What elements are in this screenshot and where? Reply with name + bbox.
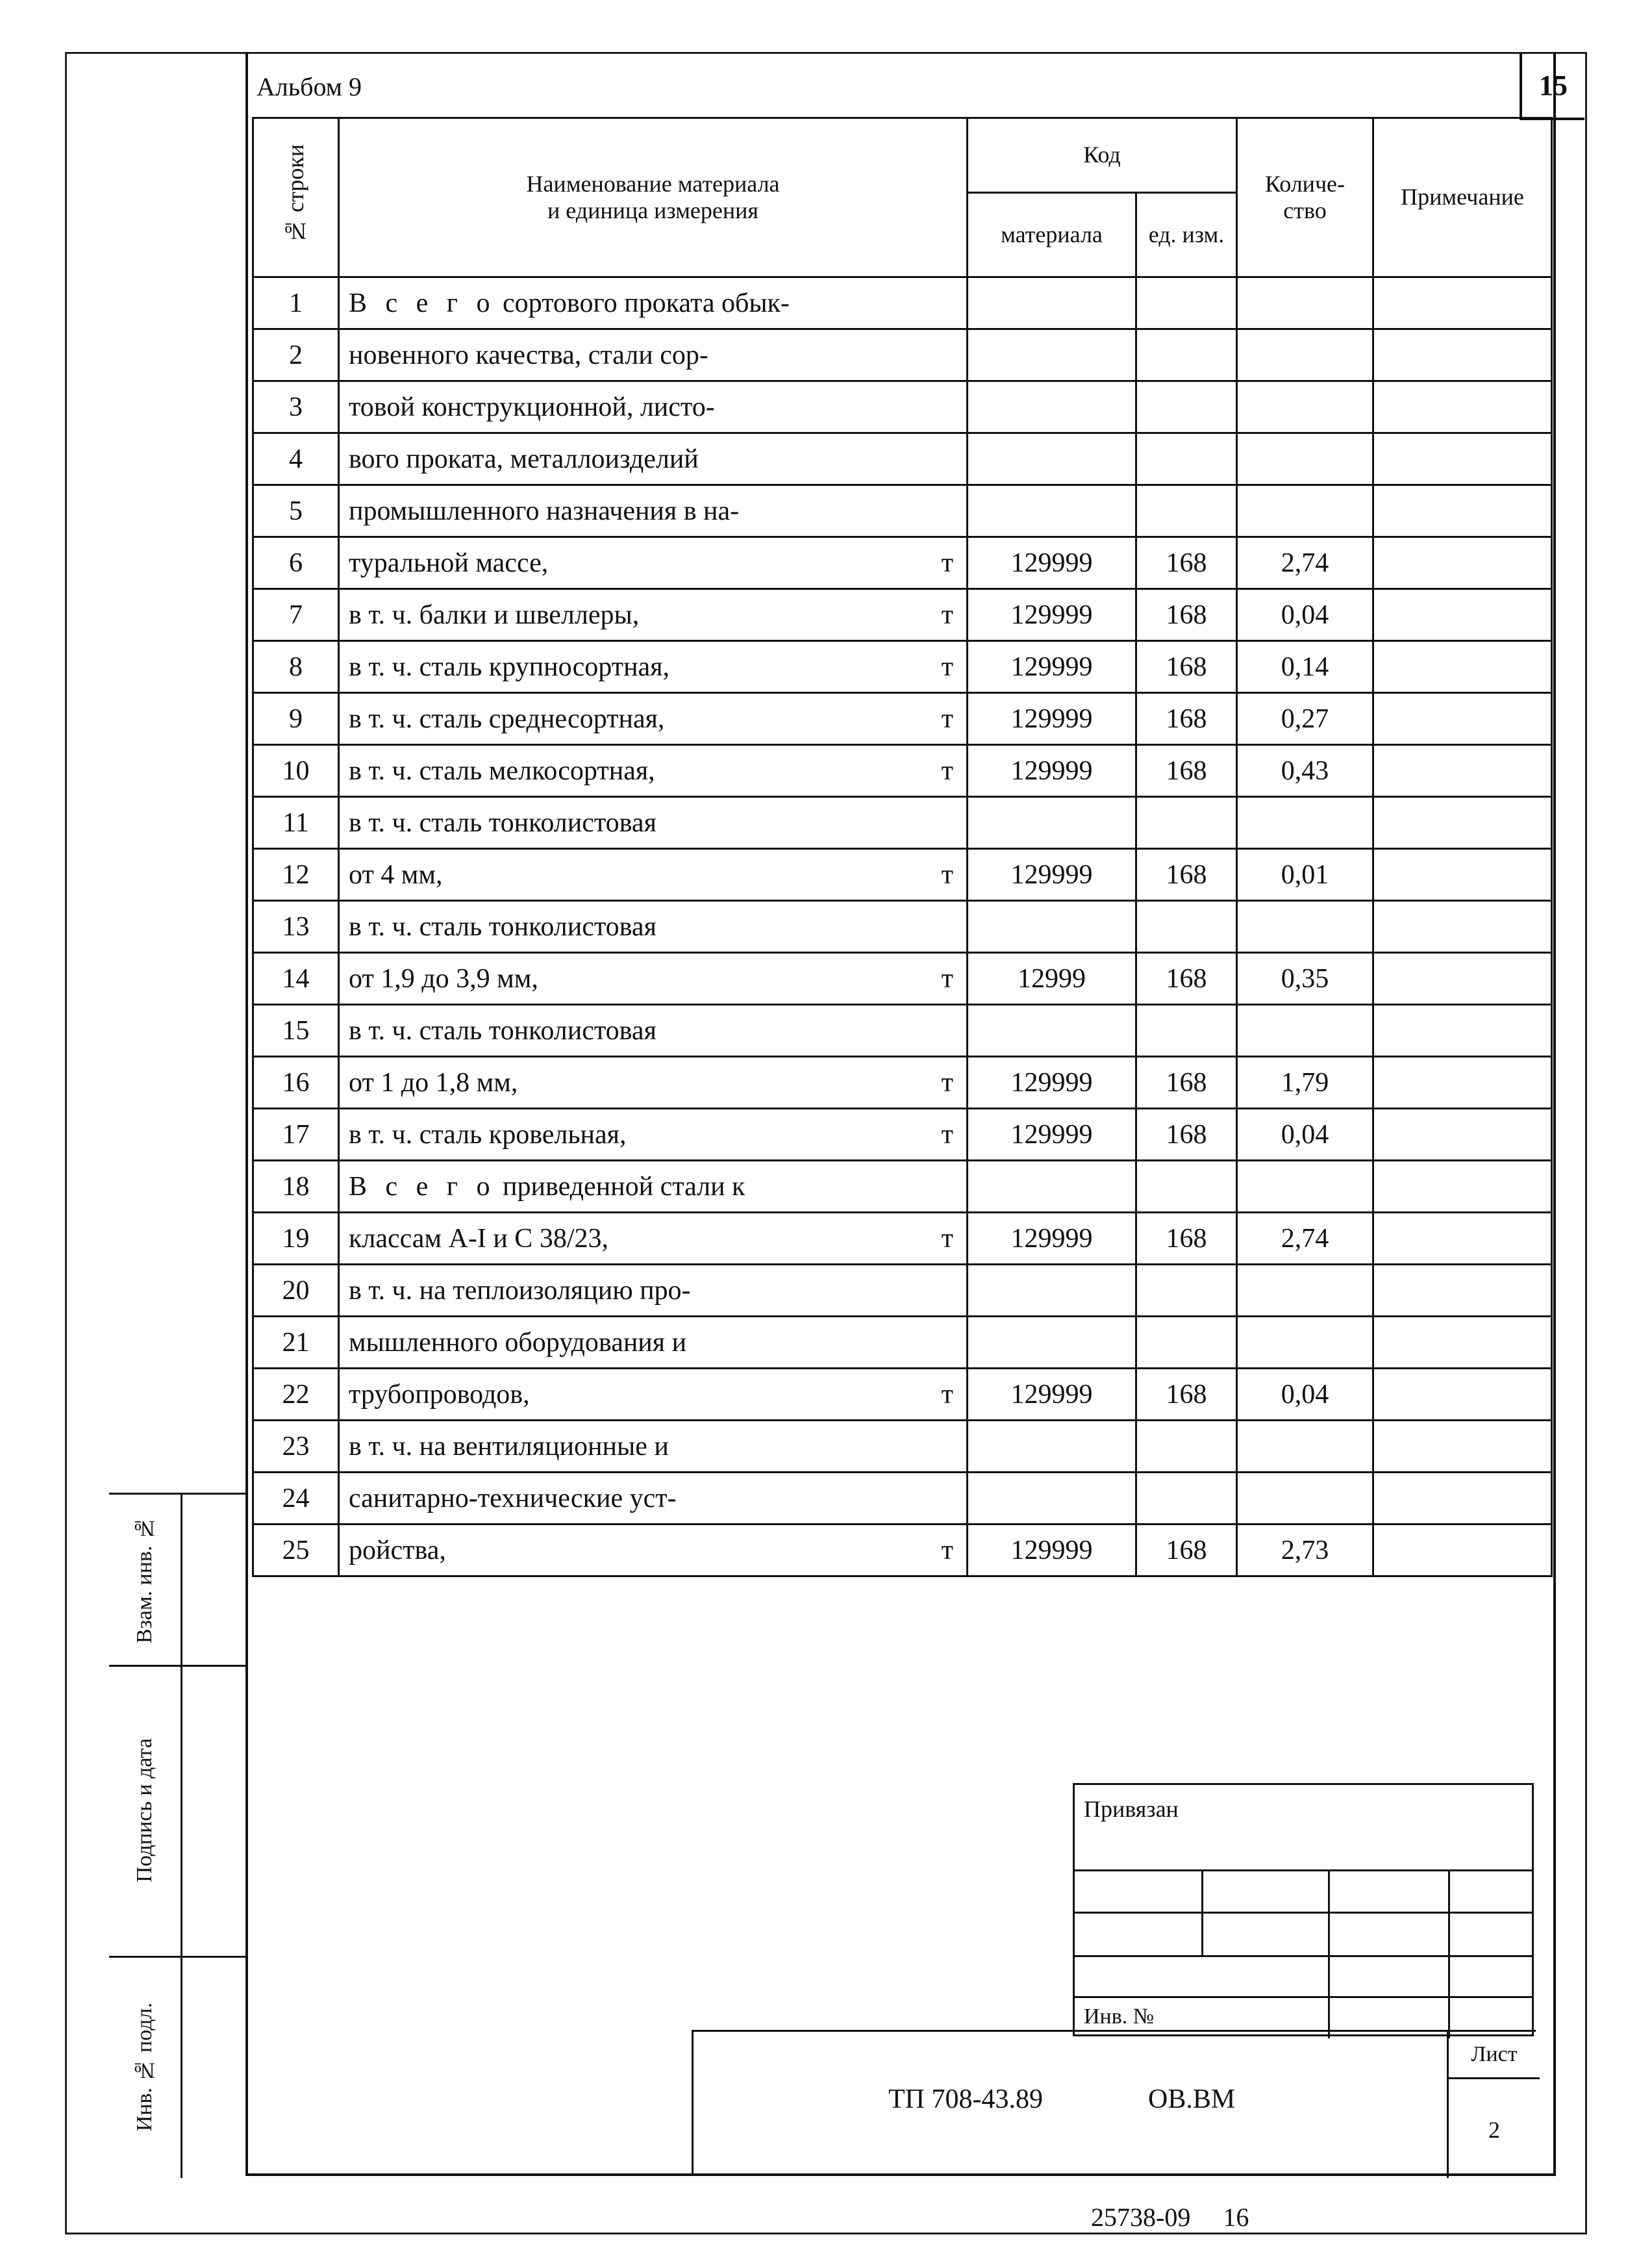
table-row	[253, 641, 1552, 693]
row-name-body: в т. ч. сталь кровельная,	[349, 1119, 627, 1150]
row-unit-code	[1136, 797, 1237, 849]
row-material-code	[968, 1161, 1136, 1213]
row-quantity	[1237, 1265, 1373, 1317]
row-note	[1373, 1057, 1552, 1109]
table-row	[253, 1161, 1552, 1213]
sheet-value: 2	[1488, 2116, 1500, 2143]
row-name-text	[349, 1431, 669, 1462]
row-name	[339, 381, 968, 433]
row-number: 6	[253, 537, 339, 589]
row-number: 16	[253, 1057, 339, 1109]
row-name-body: мышленного оборудования и	[349, 1327, 687, 1358]
table-row	[253, 1109, 1552, 1161]
row-name-text	[349, 1379, 530, 1410]
header-code-material: материала	[968, 193, 1136, 277]
row-name	[339, 849, 968, 901]
row-material-code: 129999	[968, 1109, 1136, 1161]
row-quantity	[1237, 797, 1373, 849]
row-name-body: в т. ч. сталь среднесортная,	[349, 703, 665, 734]
row-name-text	[349, 859, 442, 891]
row-note	[1373, 1525, 1552, 1576]
row-quantity	[1237, 1473, 1373, 1525]
row-note	[1373, 1473, 1552, 1525]
row-quantity: 1,79	[1237, 1057, 1373, 1109]
row-number: 3	[253, 381, 339, 433]
row-note	[1373, 693, 1552, 745]
row-material-code: 129999	[968, 1213, 1136, 1265]
row-material-code	[968, 485, 1136, 537]
row-number: 5	[253, 485, 339, 537]
row-number: 14	[253, 953, 339, 1005]
row-name-body: вого проката, металлоизделий	[349, 444, 699, 474]
row-name-text	[349, 1015, 657, 1046]
row-unit: т	[941, 1067, 953, 1098]
row-number: 9	[253, 693, 339, 745]
side-row-podpis	[109, 1665, 245, 1958]
table-row	[253, 1525, 1552, 1576]
row-quantity: 2,74	[1237, 537, 1373, 589]
row-name-text	[349, 1223, 608, 1254]
header-code-unit: ед. изм.	[1136, 193, 1237, 277]
row-material-code	[968, 381, 1136, 433]
header-name: Наименование материала и единица измерения	[339, 118, 968, 277]
row-unit-code	[1136, 1421, 1237, 1473]
row-note	[1373, 1369, 1552, 1421]
row-quantity: 0,43	[1237, 745, 1373, 797]
row-number: 19	[253, 1213, 339, 1265]
row-name-text	[349, 807, 657, 839]
row-name-body: промышленного назначения в на-	[349, 496, 740, 526]
row-material-code: 129999	[968, 537, 1136, 589]
privyazan-label: Привязан	[1084, 1796, 1179, 1822]
row-name-body: от 1,9 до 3,9 мм,	[349, 963, 538, 994]
row-name-body: в т. ч. сталь тонколистовая	[349, 807, 657, 838]
binding-stamp	[1073, 1783, 1534, 2036]
row-unit-code: 168	[1136, 1369, 1237, 1421]
sheet-label: Лист	[1449, 2032, 1540, 2079]
row-unit-code: 168	[1136, 953, 1237, 1005]
row-material-code	[968, 277, 1136, 329]
row-name-text	[349, 1067, 518, 1098]
row-number: 12	[253, 849, 339, 901]
row-name	[339, 1161, 968, 1213]
row-unit-code: 168	[1136, 1525, 1237, 1576]
row-unit: т	[941, 1119, 953, 1150]
table-row	[253, 693, 1552, 745]
row-note	[1373, 745, 1552, 797]
table-row	[253, 277, 1552, 329]
inv-no-label: Инв. №	[1084, 2005, 1155, 2029]
row-name-text	[349, 1535, 446, 1566]
table-row	[253, 1213, 1552, 1265]
row-name-text	[349, 1275, 691, 1306]
row-note	[1373, 485, 1552, 537]
row-name-body: в т. ч. сталь крупносортная,	[349, 652, 670, 682]
row-material-code	[968, 329, 1136, 381]
row-name-text	[349, 703, 664, 735]
header-note: Примечание	[1373, 118, 1552, 277]
row-quantity	[1237, 381, 1373, 433]
row-name-body: санитарно-технические уст-	[349, 1483, 677, 1513]
row-name-body: сортового проката обык-	[503, 288, 790, 318]
table-row	[253, 1265, 1552, 1317]
row-name-body: в т. ч. на вентиляционные и	[349, 1431, 669, 1461]
row-name-body: в т. ч. балки и швеллеры,	[349, 600, 640, 630]
row-name-text	[349, 652, 670, 683]
table-row	[253, 329, 1552, 381]
title-block	[692, 2030, 1536, 2176]
row-name	[339, 1317, 968, 1369]
row-name-text	[349, 963, 538, 994]
row-name-body: в т. ч. сталь тонколистовая	[349, 911, 657, 942]
row-quantity: 0,04	[1237, 589, 1373, 641]
doc-code: ТП 708-43.89	[888, 2084, 1043, 2114]
row-unit-code	[1136, 329, 1237, 381]
row-unit-code: 168	[1136, 589, 1237, 641]
row-name	[339, 537, 968, 589]
row-name	[339, 901, 968, 953]
row-quantity	[1237, 329, 1373, 381]
row-name	[339, 329, 968, 381]
row-material-code: 129999	[968, 849, 1136, 901]
header-quantity: Количе- ство	[1237, 118, 1373, 277]
row-note	[1373, 381, 1552, 433]
row-note	[1373, 641, 1552, 693]
table-row	[253, 485, 1552, 537]
row-unit-code	[1136, 1005, 1237, 1057]
row-name-body: ройства,	[349, 1535, 446, 1565]
row-name	[339, 797, 968, 849]
row-name-text	[349, 444, 699, 475]
row-name-text	[349, 548, 548, 579]
row-unit-code: 168	[1136, 537, 1237, 589]
row-name	[339, 589, 968, 641]
row-name	[339, 693, 968, 745]
table-row	[253, 849, 1552, 901]
row-quantity	[1237, 485, 1373, 537]
row-quantity: 2,74	[1237, 1213, 1373, 1265]
row-name	[339, 641, 968, 693]
row-note	[1373, 277, 1552, 329]
row-unit: т	[941, 859, 953, 890]
row-name	[339, 277, 968, 329]
row-unit-code: 168	[1136, 641, 1237, 693]
row-name	[339, 1265, 968, 1317]
row-name-body: трубопроводов,	[349, 1379, 530, 1410]
row-material-code: 129999	[968, 1525, 1136, 1576]
row-number: 24	[253, 1473, 339, 1525]
sheet-cell	[1447, 2032, 1540, 2178]
row-note	[1373, 589, 1552, 641]
row-name	[339, 1369, 968, 1421]
table-row	[253, 433, 1552, 485]
row-unit-code	[1136, 1317, 1237, 1369]
table-row	[253, 901, 1552, 953]
table-row	[253, 1421, 1552, 1473]
row-name-text	[349, 340, 708, 371]
row-material-code	[968, 433, 1136, 485]
row-unit: т	[941, 600, 953, 630]
row-name-text	[349, 755, 655, 787]
table-row	[253, 1369, 1552, 1421]
row-name-text	[349, 392, 715, 423]
row-name	[339, 1525, 968, 1576]
row-quantity: 0,14	[1237, 641, 1373, 693]
row-material-code	[968, 1317, 1136, 1369]
row-name-text	[349, 1119, 626, 1150]
table-row	[253, 953, 1552, 1005]
row-quantity	[1237, 433, 1373, 485]
row-material-code: 129999	[968, 1369, 1136, 1421]
row-unit: т	[941, 703, 953, 734]
row-unit-code	[1136, 277, 1237, 329]
row-name-body: классам А-I и С 38/23,	[349, 1223, 608, 1254]
materials-table	[252, 117, 1553, 1577]
row-unit-code	[1136, 1161, 1237, 1213]
row-material-code: 129999	[968, 641, 1136, 693]
row-name	[339, 1109, 968, 1161]
table-row	[253, 589, 1552, 641]
table-row	[253, 1005, 1552, 1057]
row-note	[1373, 1109, 1552, 1161]
side-label-inv: Инв. № подл.	[132, 2002, 156, 2132]
header-code: Код	[968, 118, 1237, 193]
row-name	[339, 1213, 968, 1265]
row-unit-code: 168	[1136, 849, 1237, 901]
row-note	[1373, 1005, 1552, 1057]
row-name	[339, 1473, 968, 1525]
row-unit-code	[1136, 1265, 1237, 1317]
row-name-text	[349, 600, 639, 631]
row-number: 1	[253, 277, 339, 329]
row-note	[1373, 433, 1552, 485]
row-number: 20	[253, 1265, 339, 1317]
row-name-text	[349, 1483, 677, 1514]
row-unit: т	[941, 963, 953, 994]
row-unit-code	[1136, 381, 1237, 433]
row-name-text	[349, 911, 657, 943]
row-name	[339, 745, 968, 797]
row-unit-code: 168	[1136, 1057, 1237, 1109]
row-number: 8	[253, 641, 339, 693]
row-name-body: товой конструкционной, листо-	[349, 392, 715, 422]
row-unit: т	[941, 548, 953, 578]
row-name	[339, 485, 968, 537]
row-material-code: 129999	[968, 1057, 1136, 1109]
album-label: Альбом 9	[257, 72, 362, 101]
row-number: 4	[253, 433, 339, 485]
table-row	[253, 745, 1552, 797]
side-label-podpis: Подпись и дата	[132, 1738, 156, 1882]
table-row	[253, 1473, 1552, 1525]
table-row	[253, 797, 1552, 849]
row-material-code: 129999	[968, 745, 1136, 797]
row-name-text	[349, 1327, 686, 1358]
doc-mark: ОВ.ВМ	[1148, 2084, 1236, 2114]
row-number: 2	[253, 329, 339, 381]
footer-number: 25738-09 16	[1091, 2203, 1249, 2232]
row-unit: т	[941, 1223, 953, 1254]
row-unit: т	[941, 755, 953, 786]
row-unit-code	[1136, 901, 1237, 953]
row-name	[339, 1057, 968, 1109]
row-name-body: в т. ч. на теплоизоляцию про-	[349, 1275, 691, 1306]
row-material-code	[968, 1265, 1136, 1317]
row-note	[1373, 1213, 1552, 1265]
row-number: 17	[253, 1109, 339, 1161]
row-number: 15	[253, 1005, 339, 1057]
row-quantity: 2,73	[1237, 1525, 1373, 1576]
row-quantity: 0,35	[1237, 953, 1373, 1005]
row-name-body: приведенной стали к	[503, 1171, 745, 1202]
row-unit-code	[1136, 485, 1237, 537]
side-row-inv	[109, 1956, 245, 2178]
row-material-code	[968, 901, 1136, 953]
row-number: 22	[253, 1369, 339, 1421]
row-quantity	[1237, 901, 1373, 953]
row-note	[1373, 1265, 1552, 1317]
table-row	[253, 1057, 1552, 1109]
row-quantity	[1237, 1421, 1373, 1473]
table-row	[253, 537, 1552, 589]
side-label-vzam: Взам. инв. №	[132, 1515, 156, 1644]
row-name	[339, 953, 968, 1005]
row-name-body: в т. ч. сталь мелкосортная,	[349, 755, 655, 786]
row-material-code: 129999	[968, 589, 1136, 641]
row-note	[1373, 1421, 1552, 1473]
row-note	[1373, 537, 1552, 589]
row-quantity	[1237, 1005, 1373, 1057]
row-quantity: 0,04	[1237, 1109, 1373, 1161]
row-name-text	[349, 496, 739, 527]
row-quantity: 0,27	[1237, 693, 1373, 745]
row-name-body: новенного качества, стали сор-	[349, 340, 708, 370]
row-unit-code: 168	[1136, 693, 1237, 745]
row-note	[1373, 797, 1552, 849]
row-name-body: от 1 до 1,8 мм,	[349, 1067, 518, 1098]
row-note	[1373, 849, 1552, 901]
row-number: 13	[253, 901, 339, 953]
row-unit-code	[1136, 433, 1237, 485]
side-row-vzam	[109, 1495, 245, 1667]
row-material-code: 129999	[968, 693, 1136, 745]
row-number: 18	[253, 1161, 339, 1213]
row-unit-code: 168	[1136, 1213, 1237, 1265]
header-row-no: № строки	[253, 118, 339, 277]
row-quantity	[1237, 1317, 1373, 1369]
row-number: 21	[253, 1317, 339, 1369]
row-quantity	[1237, 277, 1373, 329]
row-quantity: 0,01	[1237, 849, 1373, 901]
row-name-body: туральной массе,	[349, 548, 549, 578]
row-name	[339, 1005, 968, 1057]
row-name-body: от 4 мм,	[349, 859, 443, 890]
row-name-body: в т. ч. сталь тонколистовая	[349, 1015, 657, 1046]
table-row	[253, 1317, 1552, 1369]
row-prefix: В с е г о	[349, 288, 496, 318]
row-quantity: 0,04	[1237, 1369, 1373, 1421]
row-number: 7	[253, 589, 339, 641]
row-name-text	[349, 288, 790, 319]
row-material-code: 12999	[968, 953, 1136, 1005]
row-number: 11	[253, 797, 339, 849]
row-note	[1373, 329, 1552, 381]
row-material-code	[968, 1473, 1136, 1525]
row-unit-code: 168	[1136, 1109, 1237, 1161]
row-name-text	[349, 1171, 745, 1202]
page-number: 15	[1520, 53, 1584, 120]
row-material-code	[968, 797, 1136, 849]
row-number: 25	[253, 1525, 339, 1576]
row-name	[339, 433, 968, 485]
row-unit: т	[941, 1379, 953, 1410]
row-note	[1373, 901, 1552, 953]
row-material-code	[968, 1005, 1136, 1057]
row-number: 23	[253, 1421, 339, 1473]
row-unit: т	[941, 652, 953, 682]
row-prefix: В с е г о	[349, 1171, 496, 1202]
table-row	[253, 381, 1552, 433]
row-note	[1373, 1317, 1552, 1369]
row-unit-code	[1136, 1473, 1237, 1525]
row-unit: т	[941, 1535, 953, 1565]
row-quantity	[1237, 1161, 1373, 1213]
row-note	[1373, 953, 1552, 1005]
row-number: 10	[253, 745, 339, 797]
row-note	[1373, 1161, 1552, 1213]
row-name	[339, 1421, 968, 1473]
row-material-code	[968, 1421, 1136, 1473]
side-stamp	[109, 1493, 245, 2176]
row-unit-code: 168	[1136, 745, 1237, 797]
